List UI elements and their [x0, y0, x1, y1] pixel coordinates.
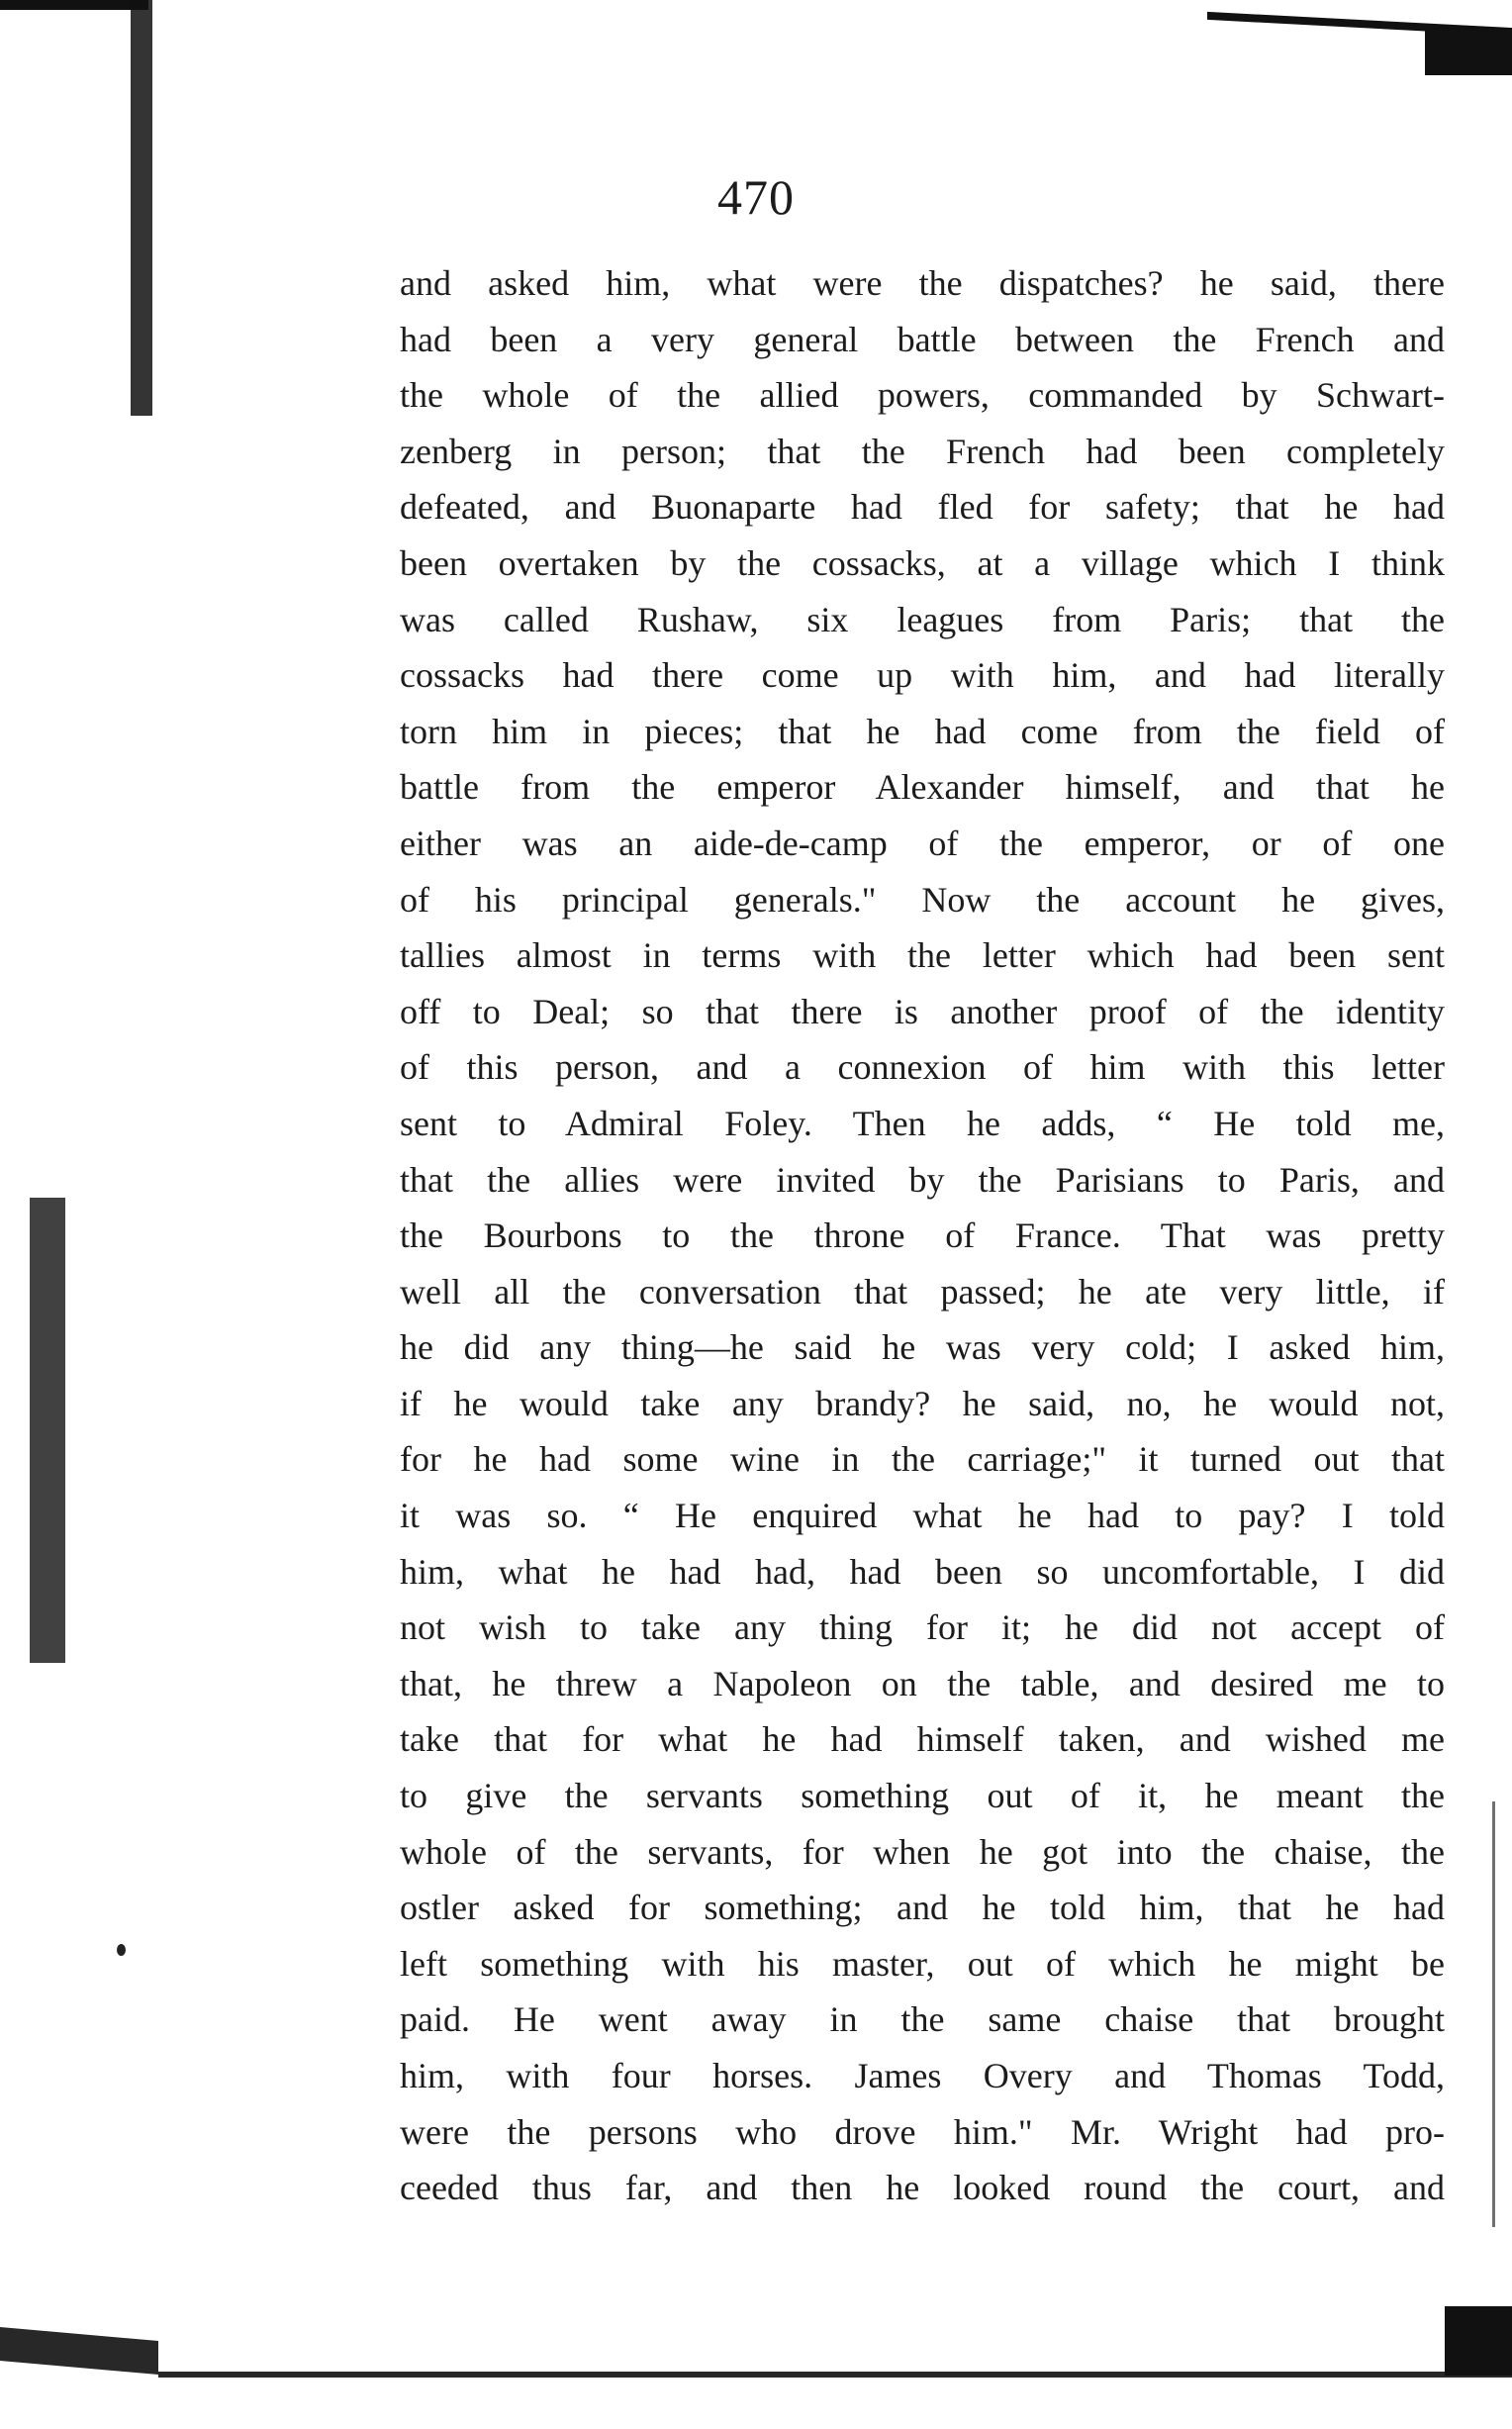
text-line: cossacks had there come up with him, and had literally: [400, 655, 1445, 696]
text-line: take that for what he had himself taken, and wished me: [400, 1719, 1445, 1760]
text-line: been overtaken by the cossacks, at a village which I think: [400, 542, 1445, 583]
text-line: torn him in pieces; that he had come from the field of: [400, 711, 1445, 751]
text-line: him, what he had had, had been so uncomfortable, I did: [400, 1551, 1445, 1592]
text-line: of his principal generals." Now the account he gives,: [400, 879, 1445, 920]
text-line: tallies almost in terms with the letter which had been sent: [400, 935, 1445, 976]
ink-speck: [117, 1944, 126, 1956]
text-line: zenberg in person; that the French had been completely: [400, 431, 1445, 471]
text-line: was called Rushaw, six leagues from Paris; that the: [400, 599, 1445, 639]
bottom-left-scan-edge: [0, 2327, 158, 2375]
text-line: that, he threw a Napoleon on the table, and desired me to: [400, 1663, 1445, 1703]
text-line: of this person, and a connexion of him with this letter: [400, 1047, 1445, 1088]
text-line: either was an aide-de-camp of the emperor, or of one: [400, 823, 1445, 863]
text-line: left something with his master, out of which he might be: [400, 1943, 1445, 1984]
text-line: him, with four horses. James Overy and Thomas Todd,: [400, 2056, 1445, 2095]
bottom-strip: [158, 2372, 1512, 2378]
text-line: battle from the emperor Alexander himself, and that he: [400, 767, 1445, 808]
page-number: 470: [717, 169, 795, 225]
text-line: for he had some wine in the carriage;" it turned out that: [400, 1439, 1445, 1480]
text-line: were the persons who drove him." Mr. Wright had pro-: [400, 2111, 1445, 2152]
text-line: to give the servants something out of it, he meant the: [400, 1776, 1445, 1816]
text-line: off to Deal; so that there is another proof of the identity: [400, 991, 1445, 1031]
text-line: the whole of the allied powers, commanded by Schwart-: [400, 375, 1445, 416]
top-right-corner-shadow: [1425, 28, 1512, 75]
text-line: if he would take any brandy? he said, no, he would not,: [400, 1383, 1445, 1423]
text-line: the Bourbons to the throne of France. That was pretty: [400, 1215, 1445, 1256]
text-line: it was so. “ He enquired what he had to pay? I told: [400, 1496, 1445, 1536]
text-line: sent to Admiral Foley. Then he adds, “ He told me,: [400, 1103, 1445, 1143]
text-line: whole of the servants, for when he got into the chaise, the: [400, 1831, 1445, 1872]
text-line: paid. He went away in the same chaise that brought: [400, 1999, 1445, 2040]
text-line: defeated, and Buonaparte had fled for safety; that he had: [400, 487, 1445, 528]
text-line: ostler asked for something; and he told him, that he had: [400, 1888, 1445, 1928]
text-line: ceeded thus far, and then he looked round the court, and: [400, 2168, 1445, 2208]
body-text: [400, 255, 1445, 2216]
text-line: not wish to take any thing for it; he did not accept of: [400, 1607, 1445, 1648]
text-line: had been a very general battle between the French and: [400, 319, 1445, 359]
text-line: he did any thing—he said he was very cold; I asked him,: [400, 1327, 1445, 1368]
text-line: well all the conversation that passed; he ate very little, if: [400, 1271, 1445, 1312]
text-line: and asked him, what were the dispatches? he said, there: [400, 263, 1445, 303]
bottom-right-corner-shadow: [1445, 2306, 1512, 2376]
right-edge-line: [1492, 1801, 1495, 2227]
top-left-scan-edge: [0, 0, 148, 10]
text-line: that the allies were invited by the Parisians to Paris, and: [400, 1159, 1445, 1200]
left-binding-shadow-middle: [30, 1198, 65, 1663]
